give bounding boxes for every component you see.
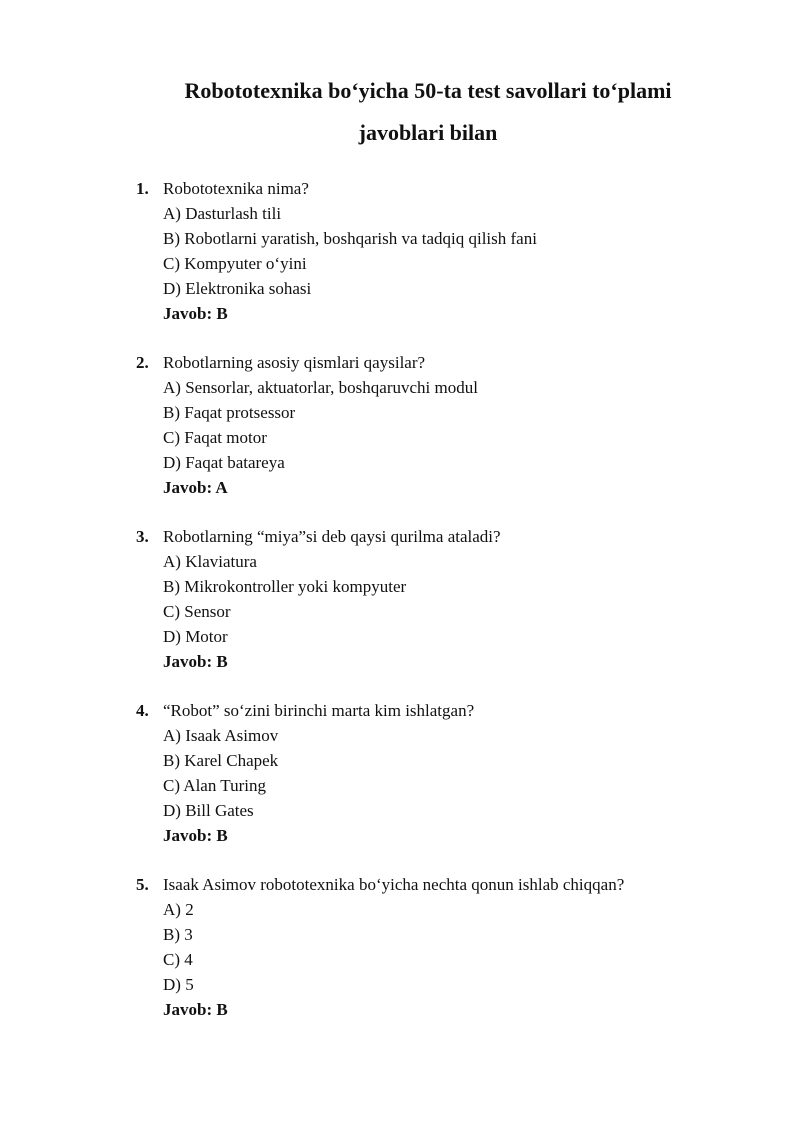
question-number: 5. — [136, 875, 149, 894]
option-b: B) Robotlarni yaratish, boshqarish va tadqiq qilish fani — [163, 229, 537, 248]
option-c: C) 4 — [163, 950, 193, 969]
question-line — [0, 177, 800, 201]
option-c: C) Sensor — [163, 602, 231, 621]
option-c: C) Kompyuter o‘yini — [163, 254, 307, 273]
question-text: Robotlarning “miya”si deb qaysi qurilma ataladi? — [163, 527, 501, 546]
option-b: B) Karel Chapek — [163, 751, 279, 770]
answer-line: Javob: B — [163, 1000, 228, 1019]
answer-line: Javob: B — [163, 652, 228, 671]
option-d: D) Motor — [163, 627, 228, 646]
option-b: B) Mikrokontroller yoki kompyuter — [163, 577, 407, 596]
question-number: 1. — [136, 179, 149, 198]
answer-line: Javob: B — [163, 304, 228, 323]
option-d: D) Bill Gates — [163, 801, 254, 820]
question-text: “Robot” so‘zini birinchi marta kim ishlatgan? — [163, 701, 475, 720]
option-b: B) 3 — [163, 925, 193, 944]
question-line — [0, 351, 800, 375]
option-a: A) Isaak Asimov — [163, 726, 279, 745]
option-d: D) Elektronika sohasi — [163, 279, 312, 298]
option-c: C) Faqat motor — [163, 428, 267, 447]
document-title-line-2: javoblari bilan — [358, 120, 498, 145]
option-b: B) Faqat protsessor — [163, 403, 296, 422]
question-line — [0, 525, 800, 549]
question-number: 3. — [136, 527, 149, 546]
option-a: A) Klaviatura — [163, 552, 257, 571]
question-text: Robototexnika nima? — [163, 179, 309, 198]
option-c: C) Alan Turing — [163, 776, 266, 795]
question-number: 4. — [136, 701, 149, 720]
document-title-line-1: Robototexnika bo‘yicha 50-ta test savollari to‘plami — [184, 78, 672, 103]
question-text: Robotlarning asosiy qismlari qaysilar? — [163, 353, 426, 372]
answer-line: Javob: A — [163, 478, 228, 497]
question-line — [0, 699, 800, 723]
option-a: A) Sensorlar, aktuatorlar, boshqaruvchi modul — [163, 378, 478, 397]
answer-line: Javob: B — [163, 826, 228, 845]
option-d: D) Faqat batareya — [163, 453, 285, 472]
option-d: D) 5 — [163, 975, 194, 994]
question-number: 2. — [136, 353, 149, 372]
option-a: A) Dasturlash tili — [163, 204, 282, 223]
question-line — [0, 873, 800, 897]
question-text: Isaak Asimov robototexnika bo‘yicha nechta qonun ishlab chiqqan? — [163, 875, 625, 894]
option-a: A) 2 — [163, 900, 194, 919]
